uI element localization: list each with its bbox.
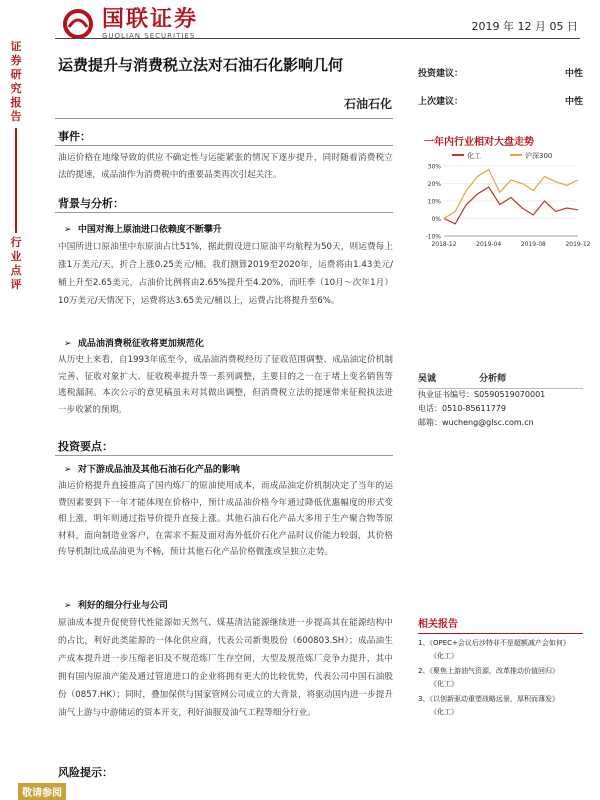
related-report-item[interactable]: 1、《OPEC+会议后沙特非不是超额减产会如何》 <box>418 639 570 647</box>
section-event-heading: 事件： <box>58 130 91 143</box>
x-tick-label: 2019-04 <box>476 241 502 248</box>
analyst-name: 吴诚 <box>418 374 437 384</box>
rating-current <box>418 66 583 79</box>
header-divider <box>55 38 580 39</box>
rating-previous-value: 中性 <box>564 97 583 107</box>
report-title: 运费提升与消费税立法对石油石化影响几何 <box>58 56 344 74</box>
background-subheading-1: ➢ 中国对海上原油进口依赖度不断攀升 <box>64 225 222 235</box>
section-background-heading: 背景与分析： <box>58 197 124 210</box>
report-date: 2019 年 12 月 05 日 <box>471 20 578 33</box>
footer-label: 敬请参阅 <box>18 783 66 800</box>
background-subheading-2: ➢ 成品油消费税征收将更加规范化 <box>64 339 204 349</box>
points-body-1: 油运价格提升直接推高了国内炼厂的原油使用成本，而成品油定价机制决定了当年的运费因素要到下一年才能体现在价格中，预计成品油价格今年通过降低优惠幅度的形式变相上涨，明年则通过指导价提升直接上涨。其他石油石化产品大多用于生产聚合物等原材料，面向制造业客户，在需求不振及面对海外低价石化产品时议价能力较弱，其价格传导机制比成品油更为不畅，预计其他石化产品价格微涨或呈独立走势。 <box>58 481 393 557</box>
related-report-source: 《化工》 <box>430 708 458 716</box>
logo-mark-icon <box>58 9 98 39</box>
x-tick-label: 2019-12 <box>565 241 591 248</box>
related-report-source: 《化工》 <box>430 680 458 688</box>
title-divider <box>55 118 393 119</box>
chart-svg <box>418 148 591 253</box>
analyst-role: 分析师 <box>479 374 507 384</box>
related-reports-title: 相关报告 <box>418 615 583 634</box>
points-subheading-1: ➢ 对下游成品油及其他石油石化产品的影响 <box>64 465 240 475</box>
analyst-block <box>418 372 583 430</box>
relative-performance-chart <box>418 148 591 253</box>
points-subheading-2: ➢ 利好的细分行业与公司 <box>64 601 168 611</box>
section-divider <box>55 212 393 213</box>
background-body-1: 中国所进口原油里中东原油占比51%，据此假设进口原油平均航程为50天，则运费每上涨1万美元/天，折合上涨0.25美元/桶。我们测算2019至2020年，运费将由1.43美元/桶上升至2.65美元，占油价比例将由2.65%提升至4.20%，而旺季（10月～次年1月）10万美元/天情况下，运费将达3.65美元/桶以上，运费占比将提升至6%。 <box>58 242 393 306</box>
background-body-2: 从历史上来看，自1993年底至今，成品油消费税经历了征收范围调整、成品油定价机制完善、征收对象扩大、征收税率提升等一系列调整，主要目的之一在于堵上变名销售等逃税漏洞。本次公示的意见稿虽未对其做出调整，但消费税立法的提速带来征税执法进一步收紧的预期。 <box>58 355 393 415</box>
side-tag-category: 行业点评 <box>10 236 22 291</box>
chart-title: 一年内行业相对大盘走势 <box>424 137 534 148</box>
x-tick-label: 2018-12 <box>431 241 457 248</box>
rating-current-label: 投资建议： <box>418 69 464 79</box>
y-tick-label: 10% <box>427 198 441 206</box>
analyst-email: 邮箱：wucheng@glsc.com.cn <box>418 418 534 427</box>
analyst-phone: 电话：0510-85611779 <box>418 404 506 413</box>
rating-previous-label: 上次建议： <box>418 97 464 107</box>
industry-label: 石油石化 <box>343 97 392 111</box>
logo-text-cn: 国联证券 <box>102 7 199 32</box>
company-logo <box>58 8 198 40</box>
section-points-heading: 投资要点： <box>58 440 113 453</box>
points-body-2: 原油成本提升促使替代性能源如天然气、煤基清洁能源继续进一步提高其在能源结构中的占比，利好此类能源的一体化供应商，代表公司新奥股份（600803.SH）；成品油生产成本提升进一步压缩老旧及不规范炼厂生存空间，大型及规范炼厂竞争力提升，其中拥有国内原油产能及通过管道进口的企业将拥有更大的比较优势，代表公司中国石油股份（0857.HK）；同时，叠加保供与国家管网公司成立的大背景，将驱动国内进一步提升油气上游与中游储运的资本开支，利好油服及油气工程等细分行业。 <box>58 618 393 718</box>
analyst-cert: 执业证书编号：S0590519070001 <box>418 390 546 399</box>
rating-current-value: 中性 <box>564 69 583 79</box>
section-risk-heading: 风险提示： <box>58 766 113 779</box>
event-body: 油运价格在地缘导致的供应不确定性与运能紧张的情况下逐步提升，同时随着消费税立法的提速，成品油作为消费税中的重要品类再次引起关注。 <box>58 153 393 180</box>
y-tick-label: 20% <box>427 181 441 188</box>
side-tag-report-type: 证券研究报告 <box>10 40 22 123</box>
y-tick-label: 30% <box>427 163 441 171</box>
related-reports <box>418 615 583 718</box>
legend-label: 化工 <box>467 152 481 160</box>
y-tick-label: 0% <box>431 216 441 223</box>
side-divider-line <box>15 128 17 233</box>
analyst-divider <box>418 388 583 389</box>
rating-previous <box>418 94 583 107</box>
footer <box>0 786 600 800</box>
related-report-item[interactable]: 2、《聚焦上游油气资源，改革推动价值回归》 <box>418 667 559 675</box>
related-report-source: 《化工》 <box>430 652 458 660</box>
y-tick-label: -10% <box>425 233 441 241</box>
legend-label: 沪深300 <box>525 152 553 160</box>
logo-text-en: GUOLIAN SECURITIES <box>102 32 196 40</box>
x-tick-label: 2019-08 <box>520 241 546 248</box>
related-report-item[interactable]: 3、《以创新驱动重塑战略远景，厚积而薄发》 <box>418 695 559 703</box>
section-divider <box>55 455 393 456</box>
section-divider <box>55 145 393 146</box>
